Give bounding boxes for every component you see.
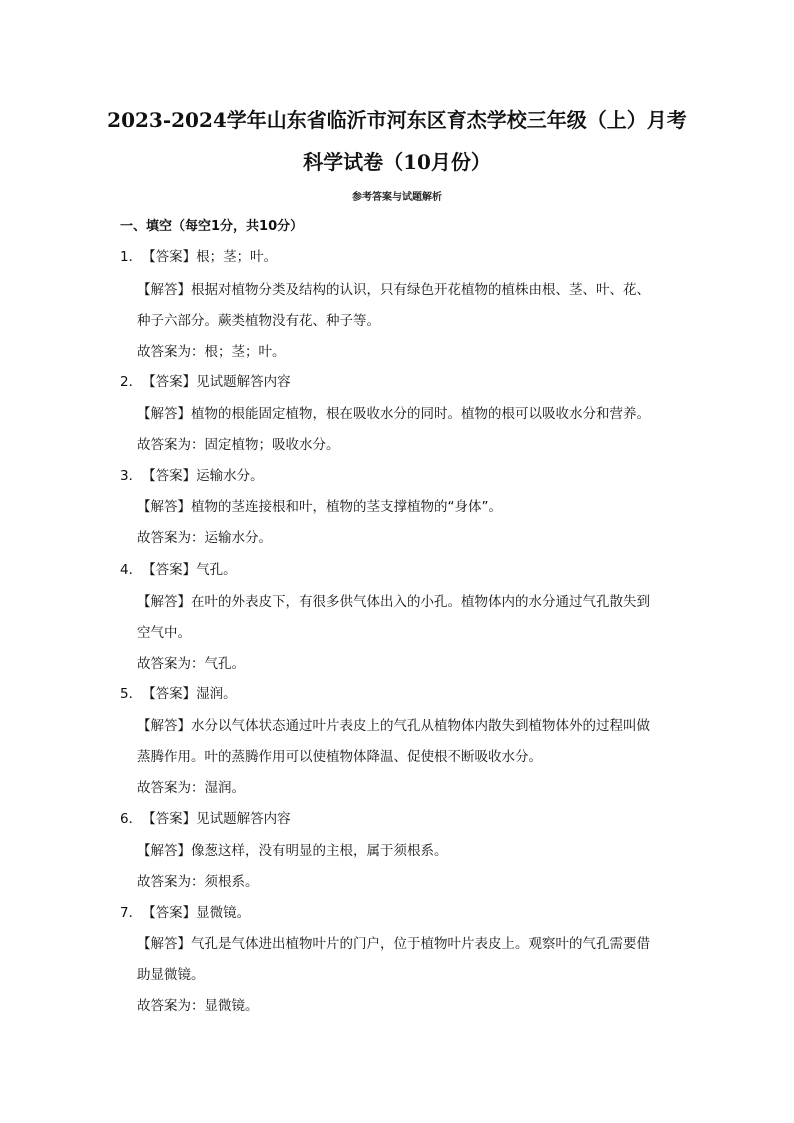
item-3-analysis-line-1: 【解答】植物的茎连接根和叶，植物的茎支撑植物的“身体”。 bbox=[137, 499, 502, 515]
item-1-analysis-line-1: 【解答】根据对植物分类及结构的认识，只有绿色开花植物的植株由根、茎、叶、花、 bbox=[137, 282, 650, 298]
item-3-conclusion: 故答案为：运输水分。 bbox=[137, 530, 272, 546]
item-7-conclusion: 故答案为：显微镜。 bbox=[137, 998, 259, 1014]
item-4-analysis-line-1: 【解答】在叶的外表皮下，有很多供气体出入的小孔。植物体内的水分通过气孔散失到 bbox=[137, 594, 650, 610]
item-1-conclusion: 故答案为：根；茎；叶。 bbox=[137, 344, 286, 360]
item-6-number: 6． bbox=[120, 811, 143, 827]
item-2-number: 2． bbox=[120, 374, 143, 390]
item-4-number: 4． bbox=[120, 562, 143, 578]
item-4-analysis-line-2: 空气中。 bbox=[137, 625, 191, 641]
item-4-answer: 【答案】气孔。 bbox=[142, 562, 237, 578]
item-7-answer-line bbox=[120, 903, 250, 923]
item-6-analysis-line-1: 【解答】像葱这样，没有明显的主根，属于须根系。 bbox=[137, 843, 448, 859]
item-5-answer: 【答案】湿润。 bbox=[142, 686, 237, 702]
item-2-conclusion: 故答案为：固定植物；吸收水分。 bbox=[137, 437, 340, 453]
item-2-analysis-line-1: 【解答】植物的根能固定植物，根在吸收水分的同时。植物的根可以吸收水分和营养。 bbox=[137, 406, 650, 422]
item-4-conclusion: 故答案为：气孔。 bbox=[137, 656, 245, 672]
item-3-number: 3． bbox=[120, 468, 143, 484]
item-5-analysis-line-2: 蒸腾作用。叶的蒸腾作用可以使植物体降温、促使根不断吸收水分。 bbox=[137, 749, 542, 765]
item-1-answer-line bbox=[120, 247, 277, 267]
item-2-answer-line bbox=[120, 372, 291, 392]
item-7-analysis-line-2: 助显微镜。 bbox=[137, 967, 205, 983]
item-3-answer: 【答案】运输水分。 bbox=[142, 468, 264, 484]
document-subtitle: 参考答案与试题解析 bbox=[352, 192, 442, 203]
item-6-answer-line bbox=[120, 809, 291, 829]
item-7-answer: 【答案】显微镜。 bbox=[142, 905, 251, 921]
item-3-answer-line bbox=[120, 466, 264, 486]
document-title-line2: 科学试卷（10月份） bbox=[303, 150, 491, 174]
item-5-number: 5． bbox=[120, 686, 143, 702]
item-6-answer: 【答案】见试题解答内容 bbox=[142, 811, 291, 827]
item-5-conclusion: 故答案为：湿润。 bbox=[137, 780, 245, 796]
item-1-answer: 【答案】根；茎；叶。 bbox=[142, 249, 278, 265]
item-6-conclusion: 故答案为：须根系。 bbox=[137, 874, 259, 890]
item-7-analysis-line-1: 【解答】气孔是气体进出植物叶片的门户，位于植物叶片表皮上。观察叶的气孔需要借 bbox=[137, 936, 650, 952]
item-5-analysis-line-1: 【解答】水分以气体状态通过叶片表皮上的气孔从植物体内散失到植物体外的过程叫做 bbox=[137, 718, 650, 734]
item-5-answer-line bbox=[120, 684, 237, 704]
item-1-analysis-line-2: 种子六部分。蕨类植物没有花、种子等。 bbox=[137, 313, 380, 329]
item-7-number: 7． bbox=[120, 905, 143, 921]
item-1-number: 1． bbox=[120, 249, 143, 265]
section-heading: 一、填空（每空1分，共10分） bbox=[120, 219, 304, 234]
item-2-answer: 【答案】见试题解答内容 bbox=[142, 374, 291, 390]
document-title-line1: 2023-2024学年山东省临沂市河东区育杰学校三年级（上）月考 bbox=[107, 108, 687, 132]
item-4-answer-line bbox=[120, 560, 237, 580]
